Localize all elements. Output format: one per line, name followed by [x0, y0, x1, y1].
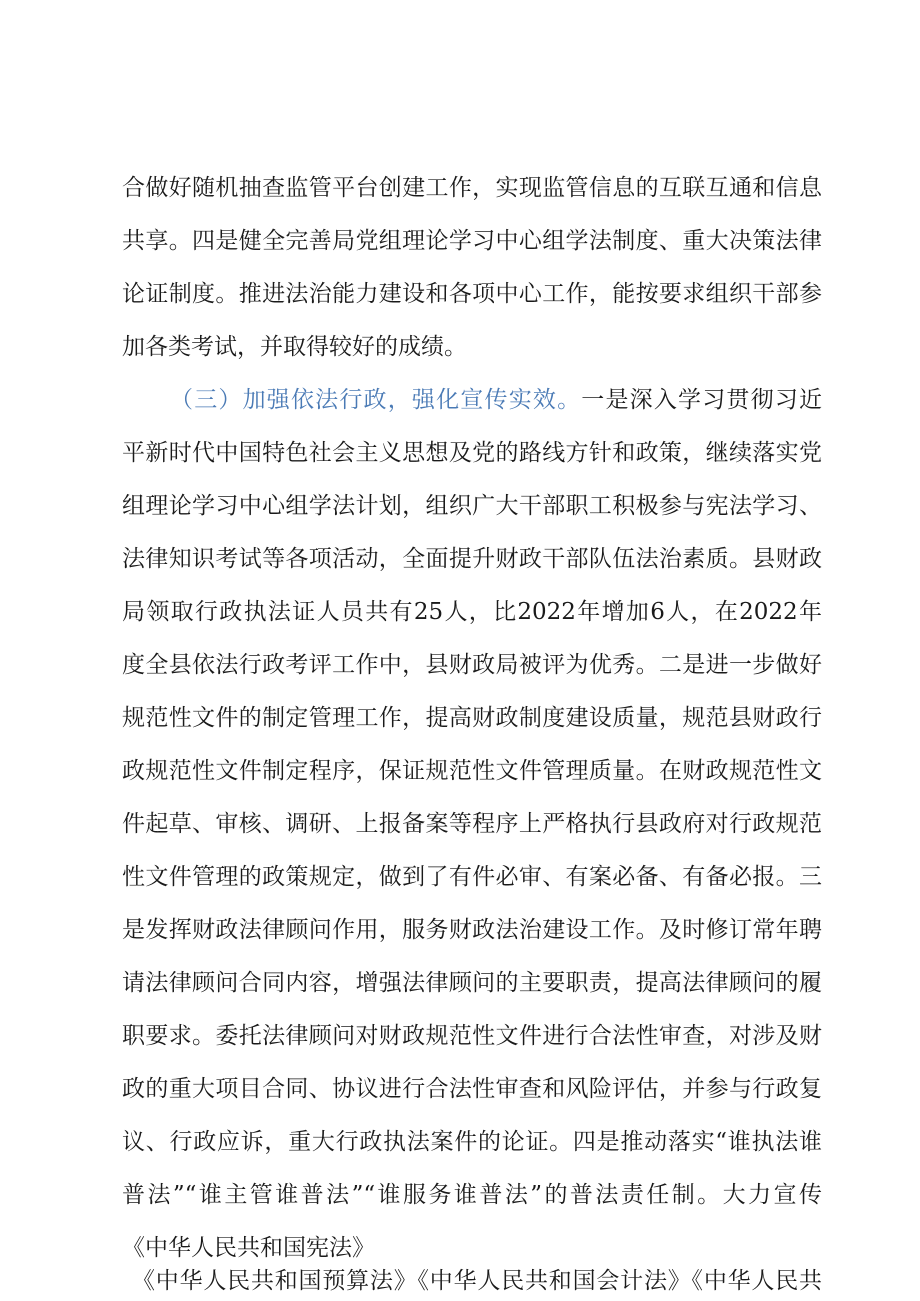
paragraph-line: 组理论学习中心组学法计划，组织广大干部职工积极参与宪法学习、 — [122, 493, 822, 519]
paragraph-line: 是发挥财政法律顾问作用，服务财政法治建设工作。及时修订常年聘 — [122, 917, 822, 943]
paragraph-line: 论证制度。推进法治能力建设和各项中心工作，能按要求组织干部参 — [122, 281, 822, 307]
paragraph-line: 政的重大项目合同、协议进行合法性审查和风险评估，并参与行政复 — [122, 1076, 822, 1102]
paragraph-line: 规范性文件的制定管理工作，提高财政制度建设质量，规范县财政行 — [122, 705, 822, 731]
paragraph-line: 普法”“谁主管谁普法”“谁服务谁普法”的普法责任制。大力宣传 — [122, 1182, 822, 1208]
paragraph-line: 平新时代中国特色社会主义思想及党的路线方针和政策，继续落实党 — [122, 440, 822, 466]
paragraph-line: 职要求。委托法律顾问对财政规范性文件进行合法性审查，对涉及财 — [122, 1023, 822, 1049]
paragraph-line: 请法律顾问合同内容，增强法律顾问的主要职责，提高法律顾问的履 — [122, 970, 822, 996]
paragraph-line: 性文件管理的政策规定，做到了有件必审、有案必备、有备必报。三 — [122, 864, 822, 890]
paragraph-line: 度全县依法行政考评工作中，县财政局被评为优秀。二是进一步做好 — [122, 652, 822, 678]
paragraph-line: 法律知识考试等各项活动，全面提升财政干部队伍法治素质。县财政 — [122, 546, 822, 572]
paragraph-line: 《中华人民共和国预算法》《中华人民共和国会计法》《中华人民共 — [132, 1268, 822, 1294]
paragraph-line: 件起草、审核、调研、上报备案等程序上严格执行县政府对行政规范 — [122, 811, 822, 837]
paragraph-line: 加各类考试，并取得较好的成绩。 — [122, 334, 467, 360]
section-heading-line — [170, 380, 822, 420]
paragraph-line: 合做好随机抽查监管平台创建工作，实现监管信息的互联互通和信息 — [122, 175, 822, 201]
paragraph-line: 共享。四是健全完善局党组理论学习中心组学法制度、重大决策法律 — [122, 228, 822, 254]
section-heading: （三）加强依法行政，强化宣传实效。 — [170, 387, 582, 413]
paragraph-line: 政规范性文件制定程序，保证规范性文件管理质量。在财政规范性文 — [122, 758, 822, 784]
paragraph-line: 议、行政应诉，重大行政执法案件的论证。四是推动落实“谁执法谁 — [122, 1129, 822, 1155]
paragraph-line: 《中华人民共和国宪法》 — [122, 1235, 375, 1261]
section-heading-continuation: 一是深入学习贯彻习近 — [581, 387, 822, 413]
paragraph-line: 局领取行政执法证人员共有25人，比2022年增加6人，在2022年 — [122, 599, 822, 625]
